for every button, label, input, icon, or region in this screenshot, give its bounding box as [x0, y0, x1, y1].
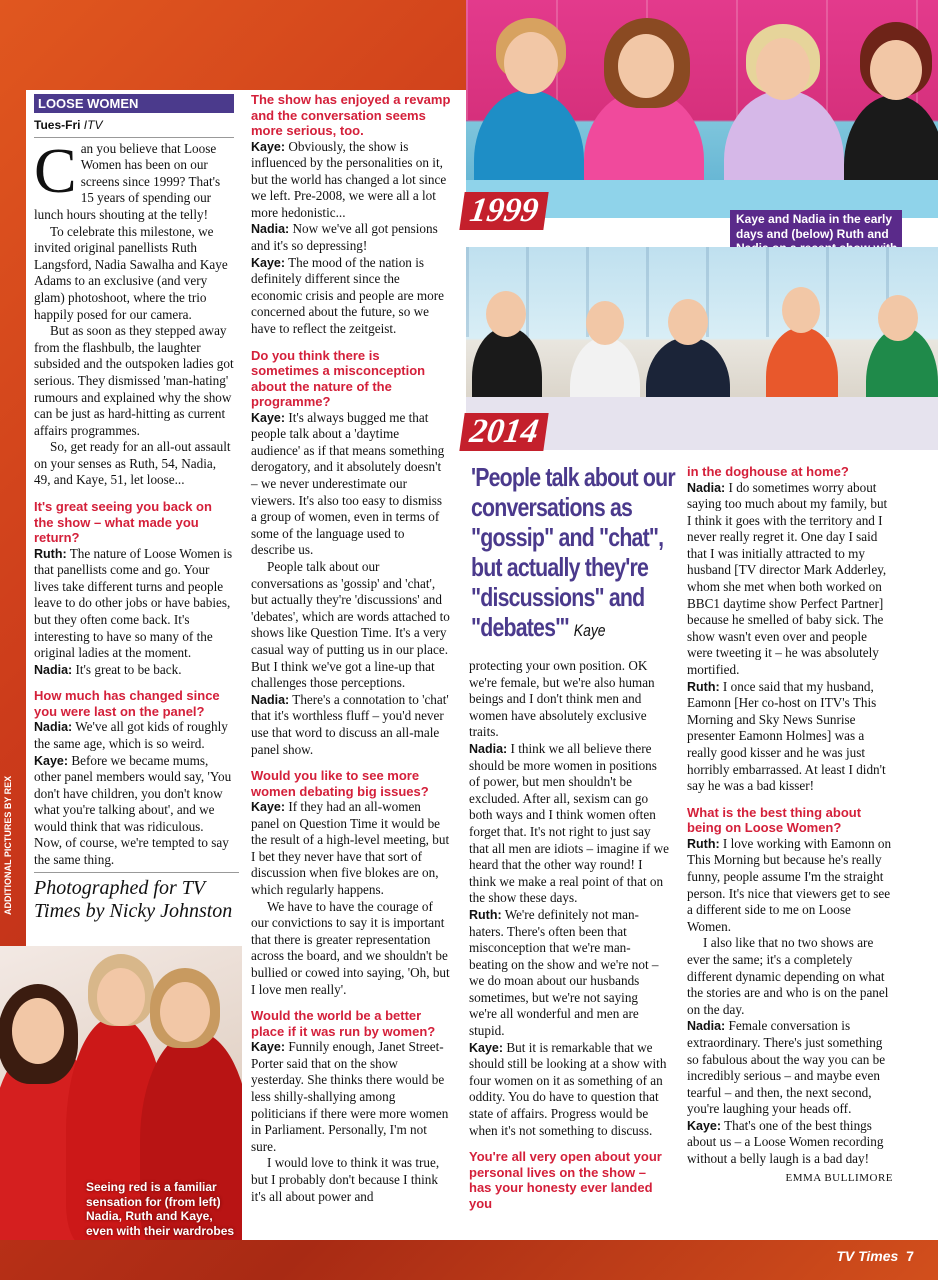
- person-face: [618, 34, 674, 98]
- question-heading: in the doghouse at home?: [687, 464, 849, 479]
- answer-paragraph: [687, 836, 893, 936]
- answer-paragraph: [34, 753, 234, 869]
- answer-text: Now we've all got pensions and it's so depressing!: [251, 221, 438, 254]
- answer-text: I think we all believe there should be more women in positions of power, but men shouldn't be excluded. After all, sexism can go both ways and I think women often forget that. It's not right to just say that all men are idiots – imagine if we heard that the other way round! I think we make a real point of that on the show these days.: [469, 740, 669, 906]
- pull-quote-attribution: Kaye: [573, 621, 606, 640]
- person-face: [756, 38, 810, 100]
- question-heading: Do you think there is sometimes a misconception about the nature of the programme?: [251, 347, 426, 410]
- answer-paragraph: [251, 799, 451, 899]
- year-badge-1999: 1999: [459, 192, 548, 230]
- answer-paragraph: [687, 1018, 893, 1118]
- answer-paragraph: We have to have the courage of our convictions to say it is important that there is greater representation across the board, and we shouldn't be bullied or cowed into saying, 'Oh, but I love men really'.: [251, 898, 450, 997]
- photo-credit: Photographed for TV Times by Nicky Johnston: [34, 872, 239, 923]
- person-face: [586, 301, 624, 345]
- answer-text: If they had an all-women panel on Question Time it would be the result of a high-level meeting, but I bet they never have that sort of discussion when five blokes are on, which regularly happens.: [251, 799, 450, 898]
- answer-paragraph: [469, 741, 669, 907]
- question-heading: The show has enjoyed a revamp and the conversation seems more serious, too.: [251, 92, 451, 138]
- answer-paragraph: [687, 480, 893, 679]
- question-heading: Would you like to see more women debating big issues?: [251, 768, 429, 799]
- speaker-label: Ruth:: [469, 907, 502, 922]
- answer-text: I once said that my husband, Eamonn [Her co-host on ITV's This Morning and Sky News Sunrise presenter Eamonn Holmes] was a really good kisser and he was just horribly embarrassed. At least I didn't say he was a bad kisser!: [687, 678, 886, 794]
- column-1: [34, 94, 234, 869]
- intro-text: [34, 134, 234, 489]
- question-heading: How much has changed since you were last on the panel?: [34, 688, 220, 719]
- answer-paragraph: [251, 1039, 451, 1155]
- photo-caption: Seeing red is a familiar sensation for (from left) Nadia, Ruth and Kaye, even with their wardrobes: [86, 1180, 235, 1238]
- question-heading: You're all very open about your personal lives on the show – has your honesty ever landed you: [469, 1149, 662, 1211]
- answer-paragraph: [687, 679, 893, 795]
- answer-text: It's always bugged me that people talk about a 'daytime audience' as if that means something derogatory, and it absolutely doesn't – we never underestimate our viewers. It's also too easy to dismiss a group of women, even in terms of some of the language used to describe us.: [251, 409, 445, 558]
- photo-1999: [466, 0, 938, 218]
- answer-text: Obviously, the show is influenced by the personalities on it, but the world has changed a lot since we left. Pre-2008, we were all a lot more hedonistic...: [251, 138, 447, 220]
- answer-paragraph: I would love to think it was true, but I probably don't because I think it's all about power and: [251, 1155, 440, 1204]
- answer-text: The nature of Loose Women is that panellists come and go. Your lives take different turns and people leave to do other jobs or have babies, but they often come back. It's interesting to have so many of the original ladies at the moment.: [34, 545, 233, 661]
- person-face: [668, 299, 708, 345]
- person-face: [870, 40, 922, 100]
- question-heading: Would the world be a better place if it was run by women?: [251, 1008, 436, 1039]
- answer-text: Before we became mums, other panel members would say, 'You don't have children, you don't know what you're talking about', and we would think that was ridiculous. Now, of course, we're tempted to say the same thing.: [34, 752, 232, 868]
- person-face: [782, 287, 820, 333]
- answer-paragraph: [687, 1118, 893, 1168]
- year-badge-2014: 2014: [459, 413, 548, 451]
- column-2: [251, 92, 451, 1205]
- speaker-label: Nadia:: [251, 222, 290, 237]
- question-heading: What is the best thing about being on Loose Women?: [687, 804, 862, 836]
- answer-text: I love working with Eamonn on This Morning but because he's really funny, people assume I'm the straight person. It's nice that viewers get to see a different side to me on Loose Women.: [687, 835, 892, 934]
- speaker-label: Kaye:: [251, 800, 286, 815]
- speaker-label: Kaye:: [34, 753, 69, 768]
- speaker-label: Kaye:: [251, 139, 286, 154]
- answer-paragraph: [34, 662, 234, 679]
- section-tag: LOOSE WOMEN: [34, 94, 234, 113]
- person-face: [878, 295, 918, 341]
- speaker-label: Ruth:: [687, 836, 720, 851]
- speaker-label: Nadia:: [687, 1019, 726, 1034]
- answer-paragraph: protecting your own position. OK we're female, but we're also human beings and I don't think men and women have absolutely exclusive traits.: [469, 658, 655, 740]
- answer-text: We've all got kids of roughly the same age, which is so weird.: [34, 719, 228, 751]
- person-face: [160, 982, 210, 1042]
- answer-text: Funnily enough, Janet Street-Porter said that on the show yesterday. She thinks there would be less shilly-shallying among politicians if there were more women in Parliament. Personally, I'm not sure.: [251, 1039, 449, 1154]
- trio-red-photo: [0, 946, 242, 1240]
- person-face: [97, 968, 145, 1026]
- speaker-label: Kaye:: [469, 1040, 504, 1055]
- answer-paragraph: [251, 139, 451, 222]
- speaker-label: Ruth:: [687, 679, 720, 694]
- intro-paragraph-3: But as soon as they stepped away from the flashbulb, the laughter subsided and the outspoken ladies got serious. They dismissed 'man-hating' rumours and explained why the show can be just as hard-hitting as current affairs programmes.: [34, 323, 234, 438]
- speaker-label: Kaye:: [687, 1118, 722, 1133]
- answer-paragraph: [34, 546, 234, 662]
- answer-paragraph: People talk about our conversations as 'gossip' and 'chat', but actually they're 'discussions' and 'debates', which are words attached to shows like Question Time. It's a very casual way of putting us in our place. But I think we've got a line-up that challenges those perceptions.: [251, 558, 450, 691]
- person-face: [504, 32, 558, 94]
- answer-paragraph: I also like that no two shows are ever the same; it's a completely different dynamic depending on what the stories are and who is on the panel on the day.: [687, 935, 889, 1017]
- speaker-label: Nadia:: [469, 741, 508, 756]
- speaker-label: Kaye:: [251, 1040, 286, 1055]
- magazine-name: TV Times: [836, 1248, 899, 1264]
- pull-quote-text: 'People talk about our conversations as "gossip" and "chat", but actually they're "discussions" and "debates"': [471, 462, 675, 642]
- schedule-channel: ITV: [83, 118, 103, 132]
- answer-text: It's great to be back.: [75, 661, 182, 677]
- speaker-label: Nadia:: [34, 662, 73, 677]
- answer-text: The mood of the nation is definitely different since the economic crisis and people are more concerned about the future, so we have to reflect the zeitgeist.: [251, 254, 444, 337]
- answer-paragraph: [469, 907, 669, 1040]
- byline: EMMA BULLIMORE: [785, 1171, 893, 1184]
- speaker-label: Nadia:: [251, 692, 290, 707]
- side-credit: ADDITIONAL PICTURES BY REX: [3, 775, 13, 915]
- drop-cap: C: [34, 134, 77, 206]
- photos-caption: Kaye and Nadia in the early days and (below) Ruth and: [736, 212, 893, 241]
- page-number: 7: [906, 1248, 914, 1264]
- person-face: [486, 291, 526, 337]
- column-3: [469, 658, 669, 1211]
- page-footer: [836, 1248, 914, 1264]
- question-heading: It's great seeing you back on the show – what made you return?: [34, 499, 212, 546]
- answer-text: Female conversation is extraordinary. There's just something so fabulous about the way you can be incredibly serious – and maybe even tearful – and then, the next second, you're laughing your heads off.: [687, 1018, 886, 1117]
- answer-paragraph: [34, 719, 234, 752]
- answer-text: But it is remarkable that we should still be looking at a show with four women on it as something of an oddity. You do have to question that state of affairs. Progress would be when it's not something to discuss.: [469, 1039, 667, 1138]
- answer-paragraph: [469, 1040, 669, 1140]
- column-4: [687, 464, 893, 1186]
- answer-paragraph: [251, 221, 451, 254]
- speaker-label: Kaye:: [251, 255, 286, 270]
- answer-paragraph: [251, 410, 451, 559]
- pull-quote: [471, 462, 676, 646]
- intro-paragraph-2: To celebrate this milestone, we invited original panellists Ruth Langsford, Nadia Sawalha and Kaye Adams to an exclusive (and very glam) photoshoot, where the trio happily posed for our camera.: [34, 223, 228, 322]
- speaker-label: Nadia:: [34, 720, 73, 735]
- speaker-label: Ruth:: [34, 546, 67, 561]
- answer-text: We're definitely not man-haters. There's often been that misconception that we're man-beating on the show and we're not – we do moan about our husbands sometimes, but we're not saying we're all wonderful and men are stupid.: [469, 906, 659, 1039]
- answer-paragraph: [251, 255, 451, 338]
- answer-text: I do sometimes worry about saying too much about my family, but I think it goes with the territory and I never really regret it. One day I said that I was initially attracted to my husband [TV director Mark Adderley, whom she met when both worked on BBC1 daytime show Perfect Partner] because he smelled of baby sick. The show wasn't even over and people were tweeting it – he was absolutely mortified.: [687, 479, 888, 678]
- answer-text: That's one of the best things about us – a Loose Women recording without a belly laugh is a bad day!: [687, 1117, 884, 1167]
- answer-text: There's a connotation to 'chat' that it's worthless fluff – you'd never use that word to discuss an all-male panel show.: [251, 691, 449, 757]
- answer-paragraph: [251, 692, 451, 758]
- intro-paragraph-4: So, get ready for an all-out assault on your senses as Ruth, 54, Nadia, 49, and Kaye, 51, let loose...: [34, 439, 231, 488]
- person-face: [12, 998, 64, 1064]
- speaker-label: Kaye:: [251, 410, 286, 425]
- schedule-days: Tues-Fri: [34, 118, 81, 132]
- speaker-label: Nadia:: [687, 480, 726, 495]
- intro-paragraph-1: an you believe that Loose Women has been on our screens since 1999? That's 15 years of spending our lunch hours shouting at the telly!: [34, 140, 221, 222]
